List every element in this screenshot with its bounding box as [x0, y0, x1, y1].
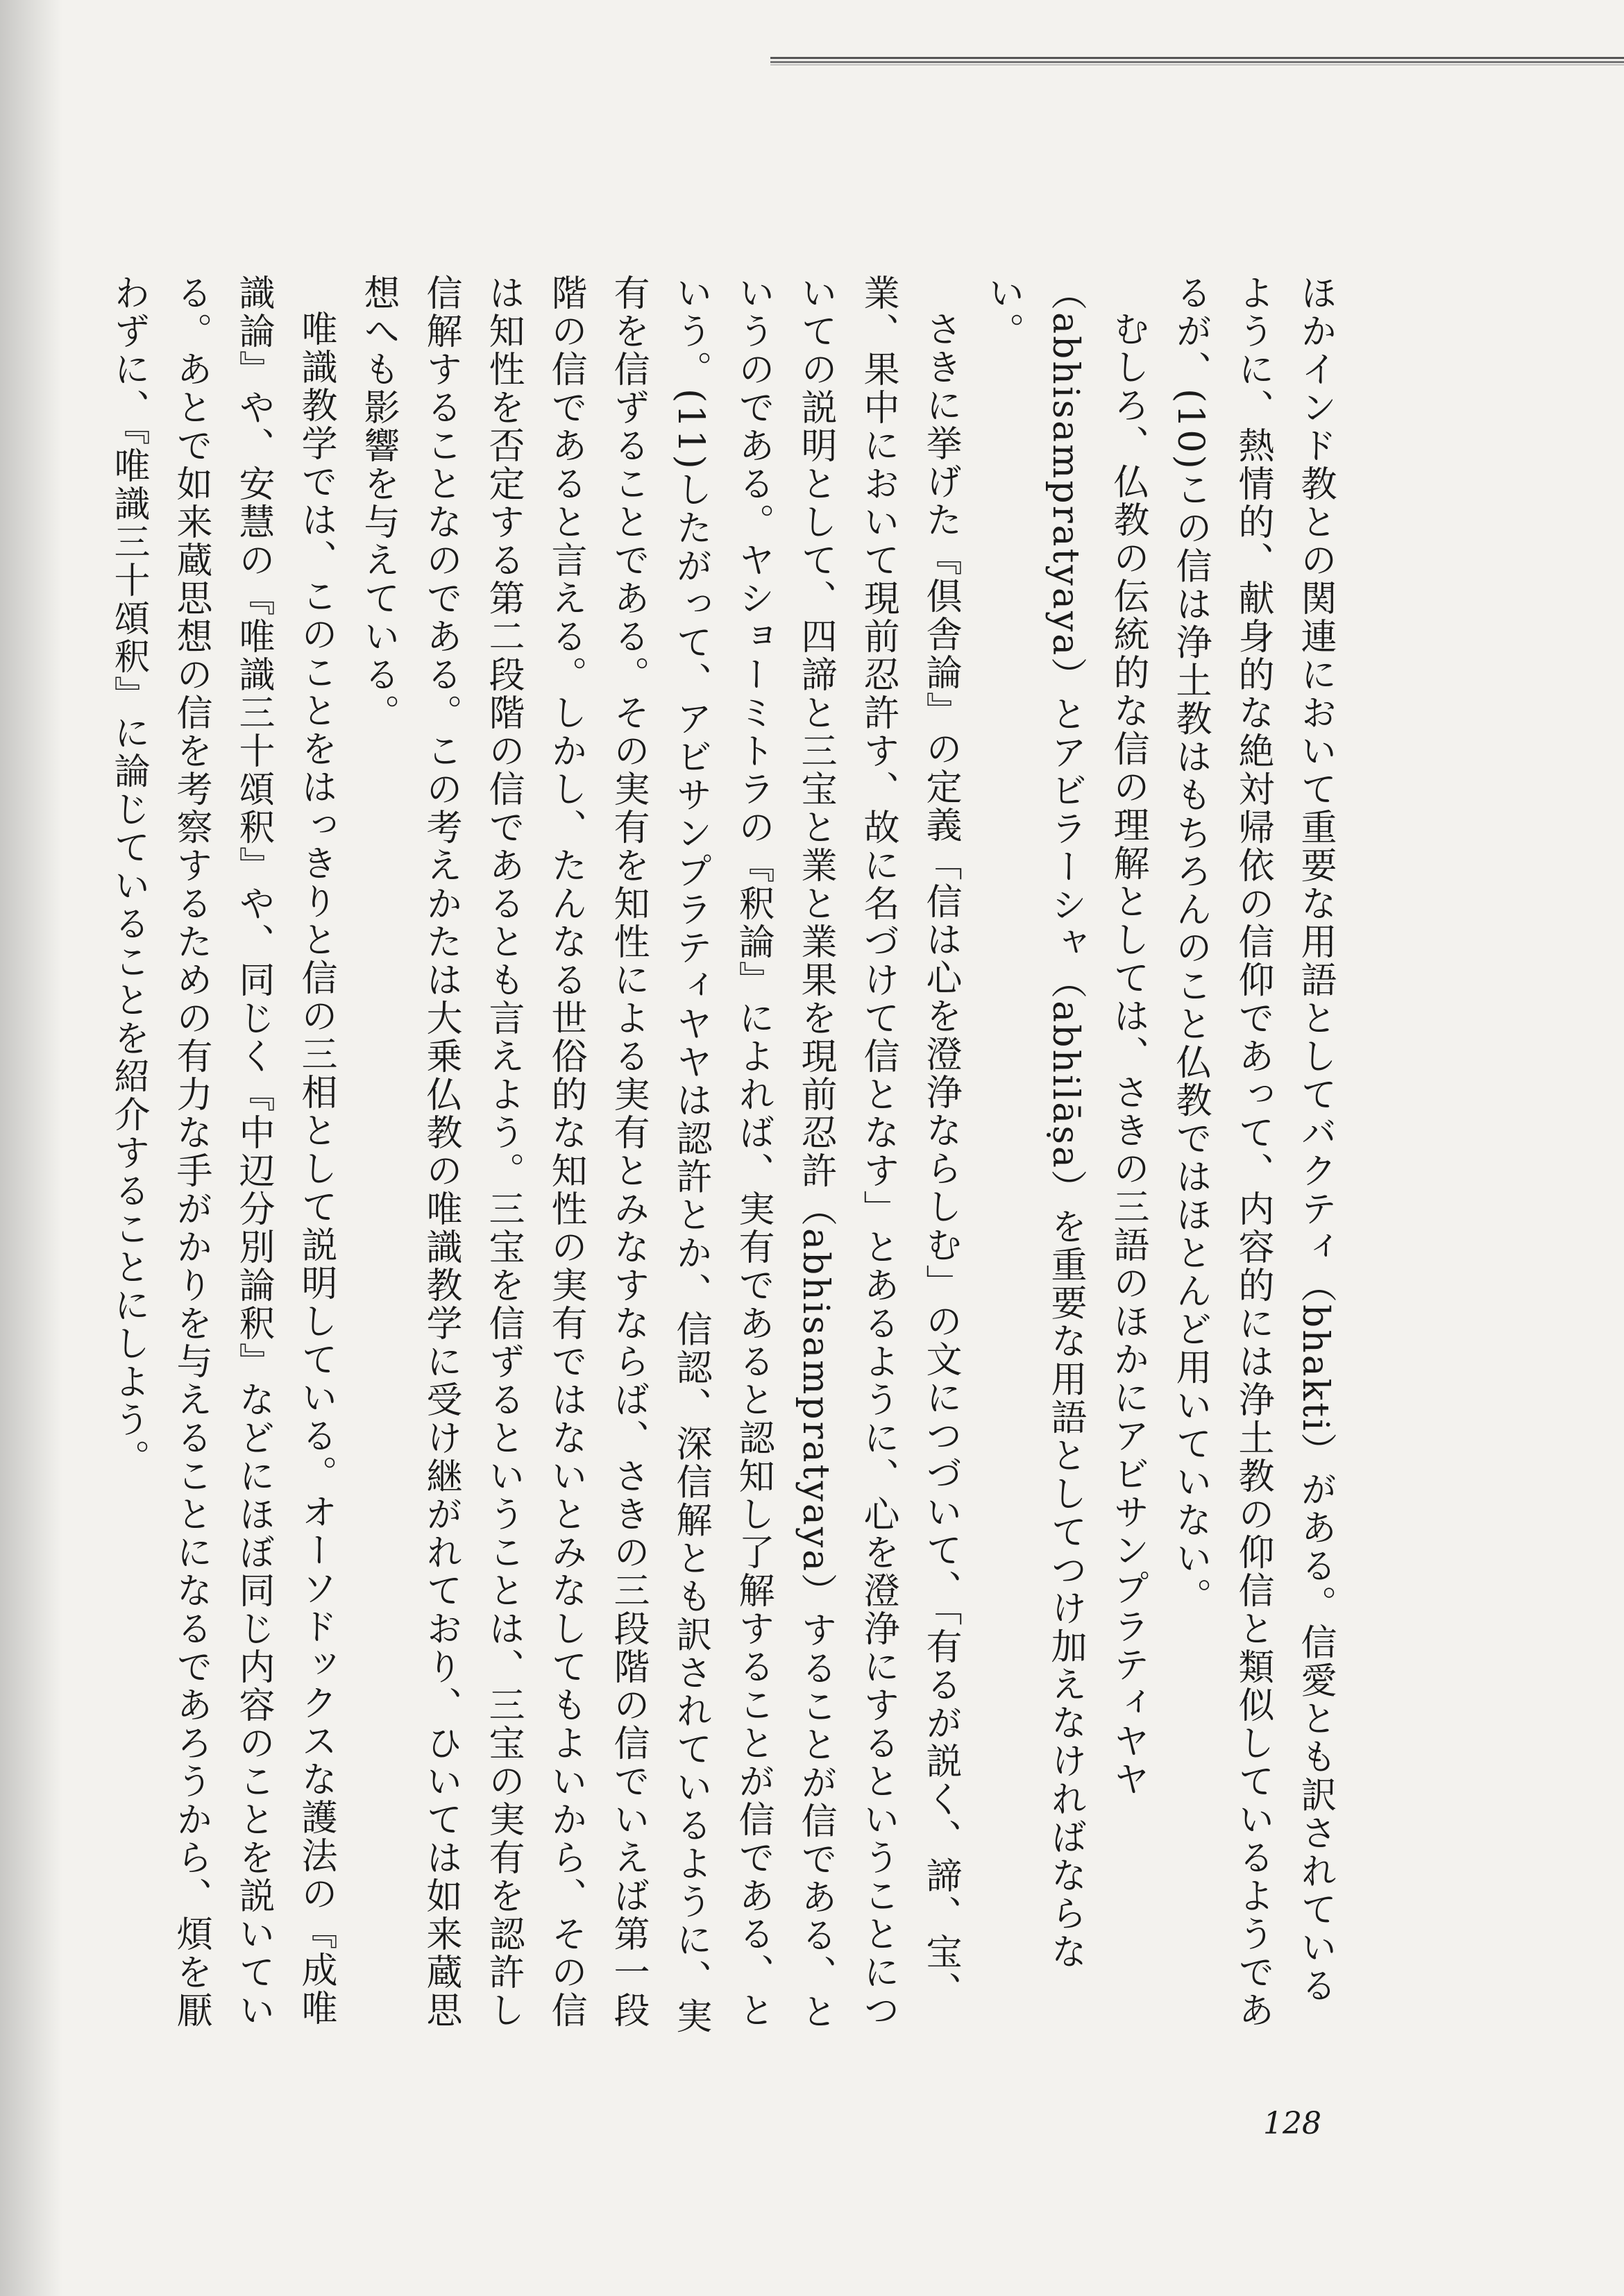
header-rule — [770, 57, 1624, 67]
body-text — [108, 274, 1346, 2036]
paragraph-2: むしろ、仏教の伝統的な信の理解としては、さきの三語のほかにアビサンプラティヤヤ（abhisampratyaya）とアビラーシャ（abhilāṣa）を重要な用語としてつけ加えなければならない。 — [982, 274, 1149, 1971]
paragraph-3: さきに挙げた『倶舎論』の定義「信は心を澄浄ならしむ」の文につづいて、「有るが説く、諦、宝、業、果中において現前忍許す、故に名づけて信となす」とあるように、心を澄浄にするということについての説明として、四諦と三宝と業と業果を現前忍許（abhisampratyaya）することが信である、というのである。ヤショーミトラの『釈論』によれば、実有であると認知し了解することが信である、という。(11)したがって、アビサンプラティヤヤは認許とか、信認、深信解とも訳されているように、実有を信ずることである。その実有を知性による実有とみなすならば、さきの三段階の信でいえば第一段階の信であると言える。しかし、たんなる世俗的な知性の実有ではないとみなしてもよいから、その信は知性を否定する第二段階の信であるとも言えよう。三宝を信ずるということは、三宝の実有を認許し信解することなのである。この考えかたは大乗仏教の唯識教学に受け継がれており、ひいては如来蔵思想へも影響を与えている。 — [357, 274, 961, 2036]
paragraph-1: ほかインド教との関連において重要な用語としてバクティ（bhakti）がある。信愛とも訳されているように、熱情的、献身的な絶対帰依の信仰であって、内容的には浄土教の仰信と類似しているようであるが、(10)この信は浄土教はもちろんのこと仏教ではほとんど用いていない。 — [1169, 274, 1336, 2030]
paragraph-4: 唯識教学では、このことをはっきりと信の三相として説明している。オーソドックスな護法の『成唯識論』や、安慧の『唯識三十頌釈』や、同じく『中辺分別論釈』などにほぼ同じ内容のことを説いている。あとで如来蔵思想の信を考察するための有力な手がかりを与えることになるであろうから、煩を厭わずに、『唯識三十頌釈』に論じていることを紹介することにしよう。 — [108, 274, 337, 2030]
scan-shadow-edge — [0, 0, 62, 2296]
page-number: 128 — [1263, 2106, 1321, 2141]
